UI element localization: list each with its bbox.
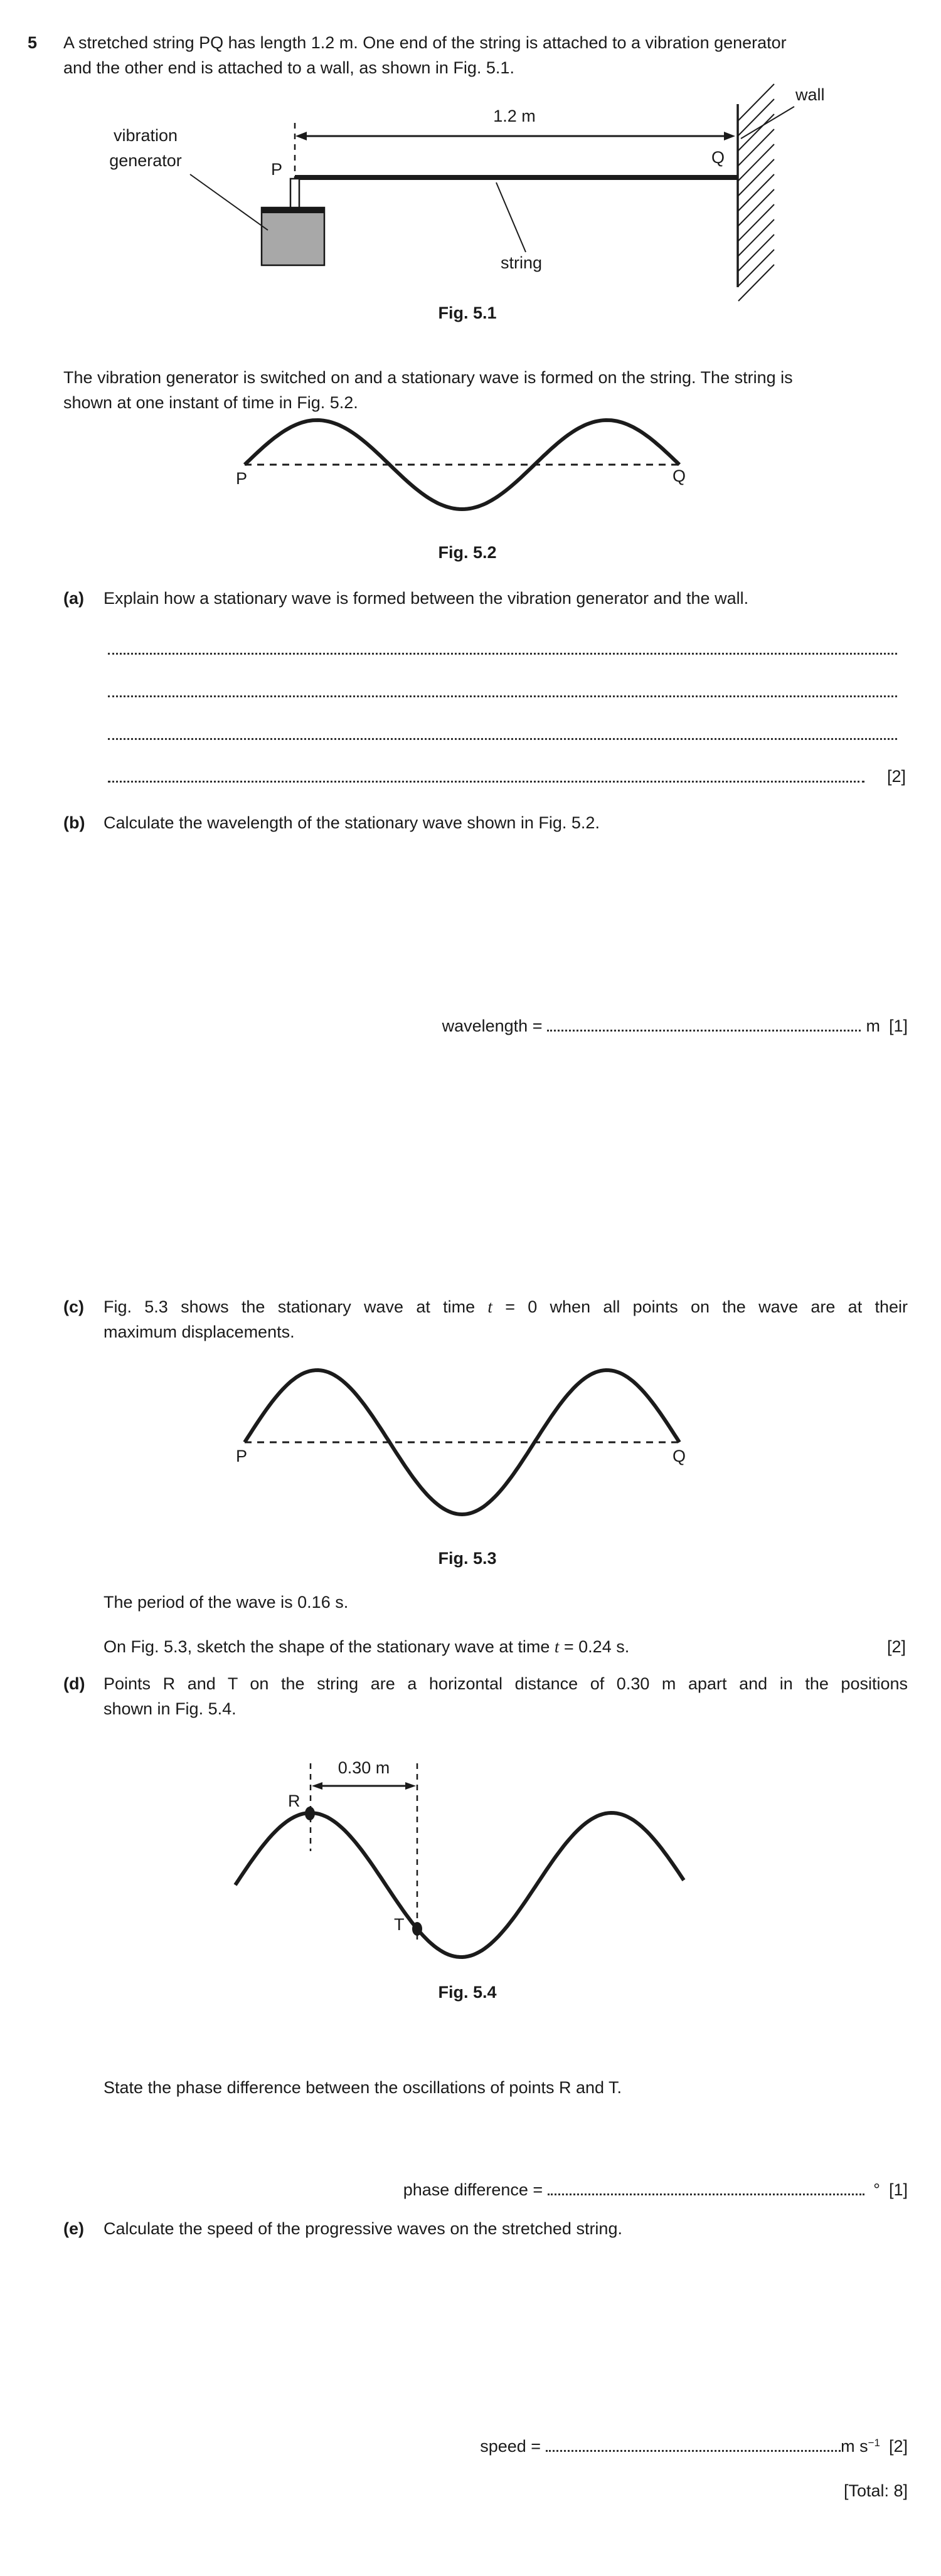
fig51-generator-rod (290, 179, 299, 209)
fig51-wall-hatch-stroke (738, 219, 774, 256)
question-intro-line2: and the other end is attached to a wall, as shown in Fig. 5.1. (63, 58, 514, 77)
wavelength-answer-unit: m (866, 1016, 880, 1035)
fig51-wall-leader-line (741, 107, 794, 139)
fig51-point-P-label: P (271, 160, 283, 179)
fig54-point-R-dot (305, 1807, 315, 1820)
speed-answer-label: speed = (480, 2437, 541, 2456)
fig52-point-P-label: P (236, 469, 248, 488)
wavelength-answer-blank (547, 1028, 861, 1032)
fig51-wall-hatch-stroke (738, 189, 774, 226)
fig51-wall-hatch-stroke (738, 250, 774, 286)
fig54-point-T-label: T (394, 1915, 405, 1934)
part-c-period-sentence: The period of the wave is 0.16 s. (104, 1593, 349, 1612)
fig52-point-Q-label: Q (673, 467, 686, 485)
fig53-point-P-label: P (236, 1447, 248, 1465)
answer-line-1 (108, 653, 897, 655)
fig51-dimension-arrowhead-right-icon (724, 132, 735, 140)
fig54-distance-label: 0.30 m (338, 1758, 390, 1777)
part-d-prompt-line1: Points R and T on the string are a horizontal distance of 0.30 m apart and in the positions (104, 1674, 908, 1693)
part-a-prompt: Explain how a stationary wave is formed between the vibration generator and the wall. (104, 589, 749, 608)
fig51-wall-hatch-stroke (738, 235, 774, 271)
part-c-prompt-line1: Fig. 5.3 shows the stationary wave at time t = 0 when all points on the wave are at their (104, 1297, 908, 1316)
fig51-generator-box-top (262, 208, 324, 213)
answer-line-4 (108, 781, 864, 783)
speed-answer-unit: m $s^{-1}$ (841, 2437, 880, 2456)
fig51-wall-hatch-stroke (738, 84, 774, 120)
question-number: 5 (28, 33, 38, 52)
phase-difference-answer-blank (548, 2192, 864, 2195)
fig51-generator-label-line1: vibration (113, 126, 178, 145)
fig-5-2-diagram (245, 420, 679, 509)
speed-unit-exponent: −1 (868, 2437, 880, 2449)
phase-difference-answer-label: phase difference = (403, 2180, 543, 2199)
part-c-sketch-instruction: On Fig. 5.3, sketch the shape of the stationary wave at time t = 0.24 s. (104, 1637, 630, 1656)
part-c-prompt-line2: maximum displacements. (104, 1322, 295, 1341)
part-b-label: (b) (63, 813, 85, 832)
total-marks: [Total: 8] (843, 2481, 908, 2500)
fig51-wall-label: wall (795, 85, 825, 104)
wavelength-answer-label: wavelength = (442, 1016, 543, 1035)
part-c-marks: [2] (886, 1637, 906, 1656)
part-d-prompt-line2: shown in Fig. 5.4. (104, 1699, 237, 1718)
answer-line-3 (108, 738, 897, 740)
fig54-dimension-arrowhead-right-icon (405, 1782, 416, 1790)
fig54-dimension-arrowhead-left-icon (312, 1782, 322, 1790)
speed-answer-blank (546, 2449, 841, 2452)
fig51-length-label: 1.2 m (493, 107, 536, 125)
fig51-wall-hatch-stroke (738, 204, 774, 241)
phase-difference-answer-row (403, 2180, 908, 2200)
part-d-marks: [1] (888, 2180, 908, 2199)
part-e-prompt: Calculate the speed of the progressive waves on the stretched string. (104, 2219, 622, 2238)
fig51-wall-hatch-stroke (738, 114, 774, 150)
fig54-point-R-label: R (288, 1792, 300, 1810)
fig51-point-Q-label: Q (711, 148, 725, 167)
fig51-string-label: string (501, 253, 543, 272)
paragraph2-line1: The vibration generator is switched on and a stationary wave is formed on the string. The string is (63, 368, 793, 387)
fig54-wave-curve (235, 1813, 684, 1957)
fig51-wall-hatch-stroke (738, 144, 774, 181)
part-d-label: (d) (63, 1674, 85, 1693)
paragraph2-line2: shown at one instant of time in Fig. 5.2. (63, 393, 358, 412)
fig-5-3-diagram (245, 1370, 679, 1514)
fig51-generator-leader-line (190, 174, 268, 230)
fig-5-4-diagram (235, 1763, 684, 1957)
question-intro-line1: A stretched string PQ has length 1.2 m. One end of the string is attached to a vibration generator (63, 33, 787, 52)
part-b-marks: [1] (888, 1016, 908, 1035)
fig51-wall-hatch-stroke (738, 159, 774, 196)
fig53-caption: Fig. 5.3 (438, 1549, 497, 1568)
fig53-point-Q-label: Q (673, 1447, 686, 1465)
fig51-string-leader-line (496, 182, 526, 252)
wavelength-answer-row (442, 1016, 908, 1036)
part-e-marks: [2] (888, 2437, 908, 2456)
speed-answer-row (480, 2437, 908, 2456)
time-variable: t (554, 1637, 560, 1656)
part-a-label: (a) (63, 589, 84, 608)
fig51-wall-hatch-stroke (738, 174, 774, 211)
fig54-caption: Fig. 5.4 (438, 1983, 497, 2002)
part-a-marks: [2] (886, 767, 906, 786)
fig51-wall-hatch-stroke (738, 129, 774, 166)
fig52-caption: Fig. 5.2 (438, 543, 497, 562)
fig51-generator-box (262, 208, 324, 265)
part-c-label: (c) (63, 1297, 84, 1316)
part-e-label: (e) (63, 2219, 84, 2238)
fig51-dimension-arrowhead-left-icon (295, 132, 307, 140)
fig51-wall-hatch-stroke (738, 265, 774, 301)
time-variable: t (487, 1297, 492, 1316)
part-b-prompt: Calculate the wavelength of the stationary wave shown in Fig. 5.2. (104, 813, 600, 832)
answer-line-2 (108, 695, 897, 697)
phase-difference-answer-unit: ° (873, 2180, 880, 2199)
part-d-state-sentence: State the phase difference between the oscillations of points R and T. (104, 2078, 622, 2097)
fig51-wall-hatching (738, 84, 774, 301)
fig51-caption: Fig. 5.1 (438, 304, 497, 322)
fig54-point-T-dot (412, 1922, 422, 1936)
fig51-generator-label-line2: generator (109, 151, 182, 170)
